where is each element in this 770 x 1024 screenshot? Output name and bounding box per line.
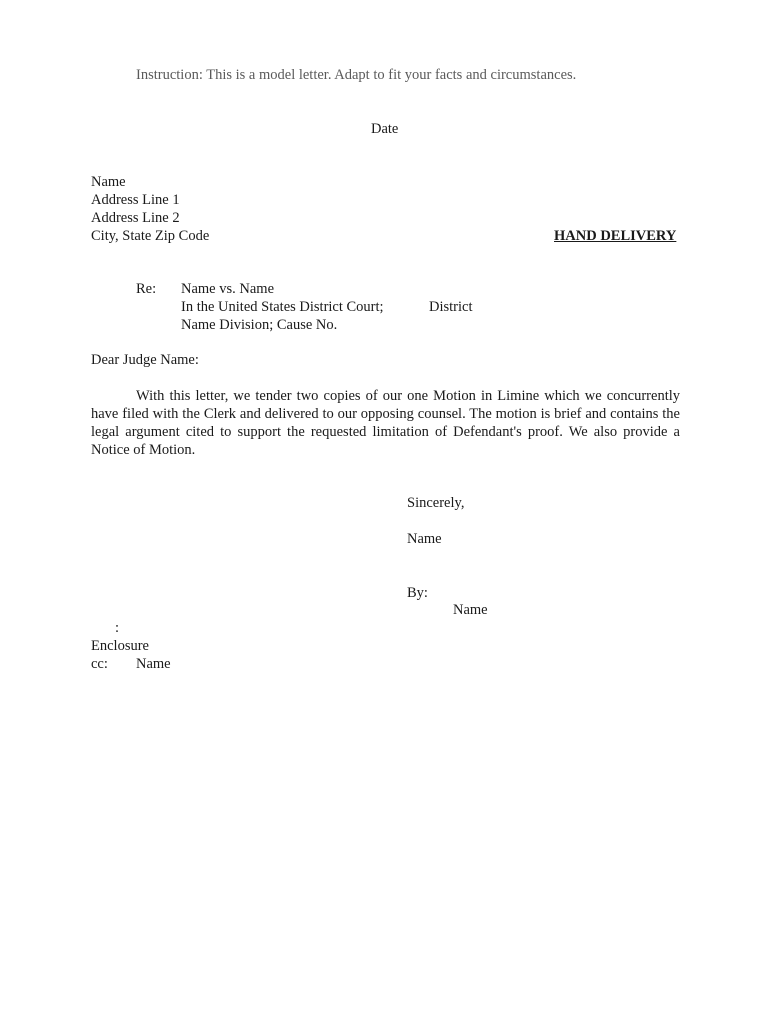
letter-date: Date [371,121,399,137]
recipient-address-line-1: Address Line 1 [91,192,180,208]
initials-colon: : [115,620,120,636]
re-label: Re: [136,281,157,297]
cc-name: Name [136,656,171,672]
salutation: Dear Judge Name: [91,352,199,368]
by-label: By: [407,585,428,601]
re-court: In the United States District Court; [181,299,384,315]
closing-sincerely: Sincerely, [407,495,465,511]
re-division-cause: Name Division; Cause No. [181,317,338,333]
re-district: District [429,299,473,315]
firm-name: Name [407,531,442,547]
enclosure-note: Enclosure [91,638,149,654]
signer-name: Name [453,602,488,618]
recipient-city-state-zip: City, State Zip Code [91,228,210,244]
cc-label: cc: [91,656,108,672]
delivery-method: HAND DELIVERY [554,228,677,244]
re-case-name: Name vs. Name [181,281,275,297]
instruction-note: Instruction: This is a model letter. Adapt to fit your facts and circumstances. [136,67,577,83]
recipient-address-line-2: Address Line 2 [91,210,180,226]
recipient-name: Name [91,174,126,190]
letter-body: With this letter, we tender two copies of our one Motion in Limine which we concurrently have filed with the Clerk and delivered to our opposing counsel. The motion is brief and contains the legal argument cited to support the requested limitation of Defendant's proof. We also provide a Notice of Motion. [91,388,680,458]
